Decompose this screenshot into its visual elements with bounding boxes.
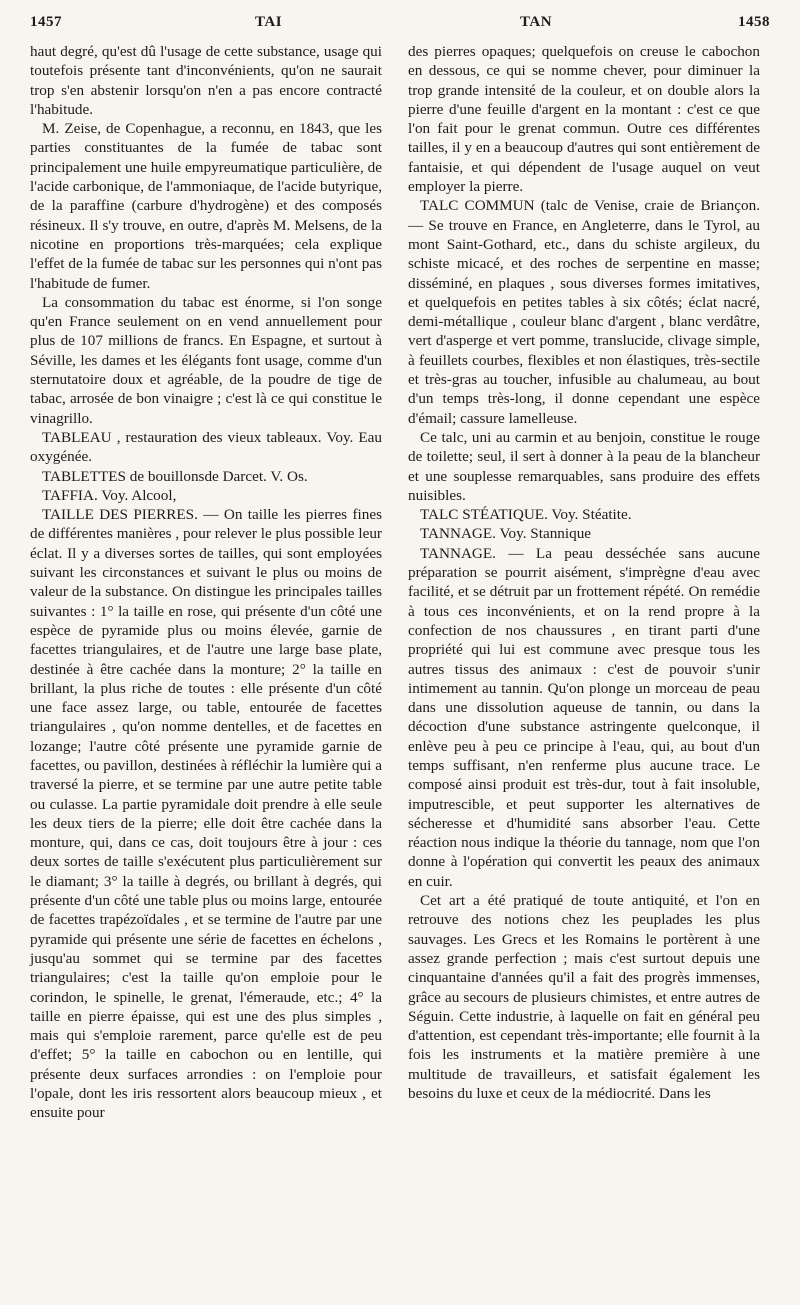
guide-word-right: TAN (520, 14, 553, 30)
entry-taille-des-pierres: TAILLE DES PIERRES. — On taille les pierres fines de différentes manières , pour relever le plus possible leur éclat. Il y a diverses sortes de tailles, qui sont employées suivant les circonstances et suivant le plus ou moins de valeur de la substance. On distingue les principales tailles suivantes : 1° la taille en rose, qui présente d'un côté une espèce de pyramide plus ou moins élevée, garnie de facettes triangulaires, et de l'autre une large base plate, destinée à être cachée dans la monture; 2° la taille en brillant, la plus riche de toutes : elle présente d'un côté une face assez large, ou table, entourée de facettes triangulaires , qu'on nomme dentelles, et de facettes en lozange; l'autre côté présente une pyramide garnie de facettes, ou pavillon, destinées à réfléchir la lumière qui a traversé la pierre, et se termine par une autre petite table ou culasse. La partie pyramidale doit prendre à elle seule les deux tiers de la pierre; elle doit être cachée dans la monture, qui, dans ce cas, doit toujours être à jour : ces deux sortes de taille s'exécutent plus particulièrement sur le diamant; 3° la taille à degrés, ou brillant à degrés, qui présente d'un côté une table plus ou moins large, entourée de facettes trapézoïdales , et se termine de l'autre par une pyramide qui présente une série de facettes en échelons , jusqu'au sommet qui se termine par des facettes triangulaires; c'est la taille qu'on emploie pour le corindon, le spinelle, le grenat, l'émeraude, etc.; 4° la taille en pierre épaisse, qui est une des plus simples , mais qui s'emploie rarement, parce qu'elle est de peu d'effet; 5° la taille en cabochon ou en lentille, qui présente deux surfaces arrondies : on l'emploie pour l'opale, dont les iris ressortent alors beaucoup mieux , et ensuite pour (30, 506, 382, 1122)
entry-talc-steatique: TALC STÉATIQUE. Voy. Stéatite. (420, 506, 632, 524)
paragraph: haut degré, qu'est dû l'usage de cette substance, usage qui toutefois présente tant d'inconvénients, qu'on ne saurait trop s'en abstenir lorsqu'on n'en a pas encore contracté l'habitude. (30, 43, 382, 118)
guide-word-left: TAI (255, 14, 283, 30)
entry-talc-commun: TALC COMMUN (talc de Venise, craie de Briançon. — Se trouve en France, en Angleterre, dans le Tyrol, au mont Saint-Gothard, etc., dans du schiste argileux, du schiste micacé, et des roches de serpentine en masse; disséminé, en plaques , sous diverses formes imitatives, et quelquefois en petites tables à six côtés; éclat nacré, demi-métallique , couleur blanc d'argent , blanc verdâtre, vert d'asperge et vert pomme, translucide, clivage simple, à feuillets courbes, flexibles et non élastiques, très-sectile et très-gras au toucher, infusible au chalumeau, au bout d'un temps très-long, il donne cependant une espèce d'émail; cassure lamelleuse. (408, 197, 760, 427)
left-column (30, 42, 382, 1123)
page-number-left: 1457 (30, 14, 62, 30)
entry-tablettes: TABLETTES de bouillonsde Darcet. V. Os. (42, 467, 308, 485)
paragraph: Ce talc, uni au carmin et au benjoin, constitue le rouge de toilette; seul, il sert à donner à la peau de la blancheur et une souplesse remarquables, sans produire des effets nuisibles. (408, 428, 760, 504)
paragraph: La consommation du tabac est énorme, si l'on songe qu'en France seulement on en vend annuellement pour plus de 107 millions de francs. En Espagne, et surtout à Séville, les dames et les élégants font usage, comme d'un sternutatoire doux et agréable, de la poudre de tige de tabac, arrosée de bon vinaigre ; c'est là ce qui constitue le vinagrillo. (30, 293, 382, 427)
entry-tannage: TANNAGE. — La peau desséchée sans aucune préparation se pourrit aisément, s'imprègne d'eau avec facilité, et se détruit par un frottement répété. On remédie à tous ces inconvénients, et on la rend propre à la confection de nos chaussures , en tirant parti d'une propriété qui lui est commune avec presque tous les autres tissus des animaux : c'est de pouvoir s'unir intimement au tannin. Qu'on plonge un morceau de peau dans une dissolution aqueuse de tannin, ou dans la décoction d'une substance astringente quelconque, il enlève peu à peu ce principe à l'eau, qui, au bout d'un temps suffisant, n'en renferme plus aucune trace. Le composé ainsi produit est très-dur, tout à fait insoluble, imputrescible, et peut supporter les alternatives de sécheresse et d'humidité sans absorber l'eau. Cette réaction nous indique la théorie du tannage, nom que l'on donne à l'opération qui convertit les peaux des animaux en cuir. (408, 544, 760, 890)
paragraph: des pierres opaques; quelquefois on creuse le cabochon en dessous, ce qui se nomme chever, pour diminuer la trop grande intensité de la couleur, et on double alors la pierre d'une feuille d'argent en la montant : c'est ce que l'on fait pour le grenat commun. Outre ces différentes tailles, il y en a beaucoup d'autres qui sont entièrement de fantaisie, et qui dépendent de l'usage auquel on veut employer la pierre. (408, 43, 760, 196)
paragraph: Cet art a été pratiqué de toute antiquité, et l'on en retrouve des notions chez les peuplades les plus sauvages. Les Grecs et les Romains le portèrent à une assez grande perfection ; mais c'est surtout depuis une cinquantaine d'années qu'il a fait des progrès immenses, grâce au secours de plusieurs chimistes, et entre autres de Séguin. Cette industrie, à laquelle on fait en général peu d'attention, est cependant très-importante; elle fournit à la fois les instruments et la matière première à une multitude de travailleurs, et satisfait également les besoins du luxe et ceux de la médiocrité. Dans les (408, 892, 760, 1103)
right-column (408, 42, 760, 1103)
entry-taffia: TAFFIA. Voy. Alcool, (42, 486, 177, 504)
page-number-right: 1458 (738, 14, 770, 30)
paragraph: M. Zeise, de Copenhague, a reconnu, en 1843, que les parties constituantes de la fumée de tabac sont principalement une huile empyreumatique particulière, de l'acide carbonique, de l'ammoniaque, de l'acide butyrique, de la paraffine (carbure d'hydrogène) et des composés résineux. Il s'y trouve, en outre, d'après M. Melsens, de la nicotine en proportions très-marquées; cela explique l'effet de la fumée de tabac sur les personnes qui n'ont pas l'habitude de fumer. (30, 120, 382, 292)
entry-tableau: TABLEAU , restauration des vieux tableaux. Voy. Eau oxygénée. (30, 428, 382, 466)
running-header (30, 14, 770, 36)
entry-tannage-ref: TANNAGE. Voy. Stannique (420, 525, 592, 543)
